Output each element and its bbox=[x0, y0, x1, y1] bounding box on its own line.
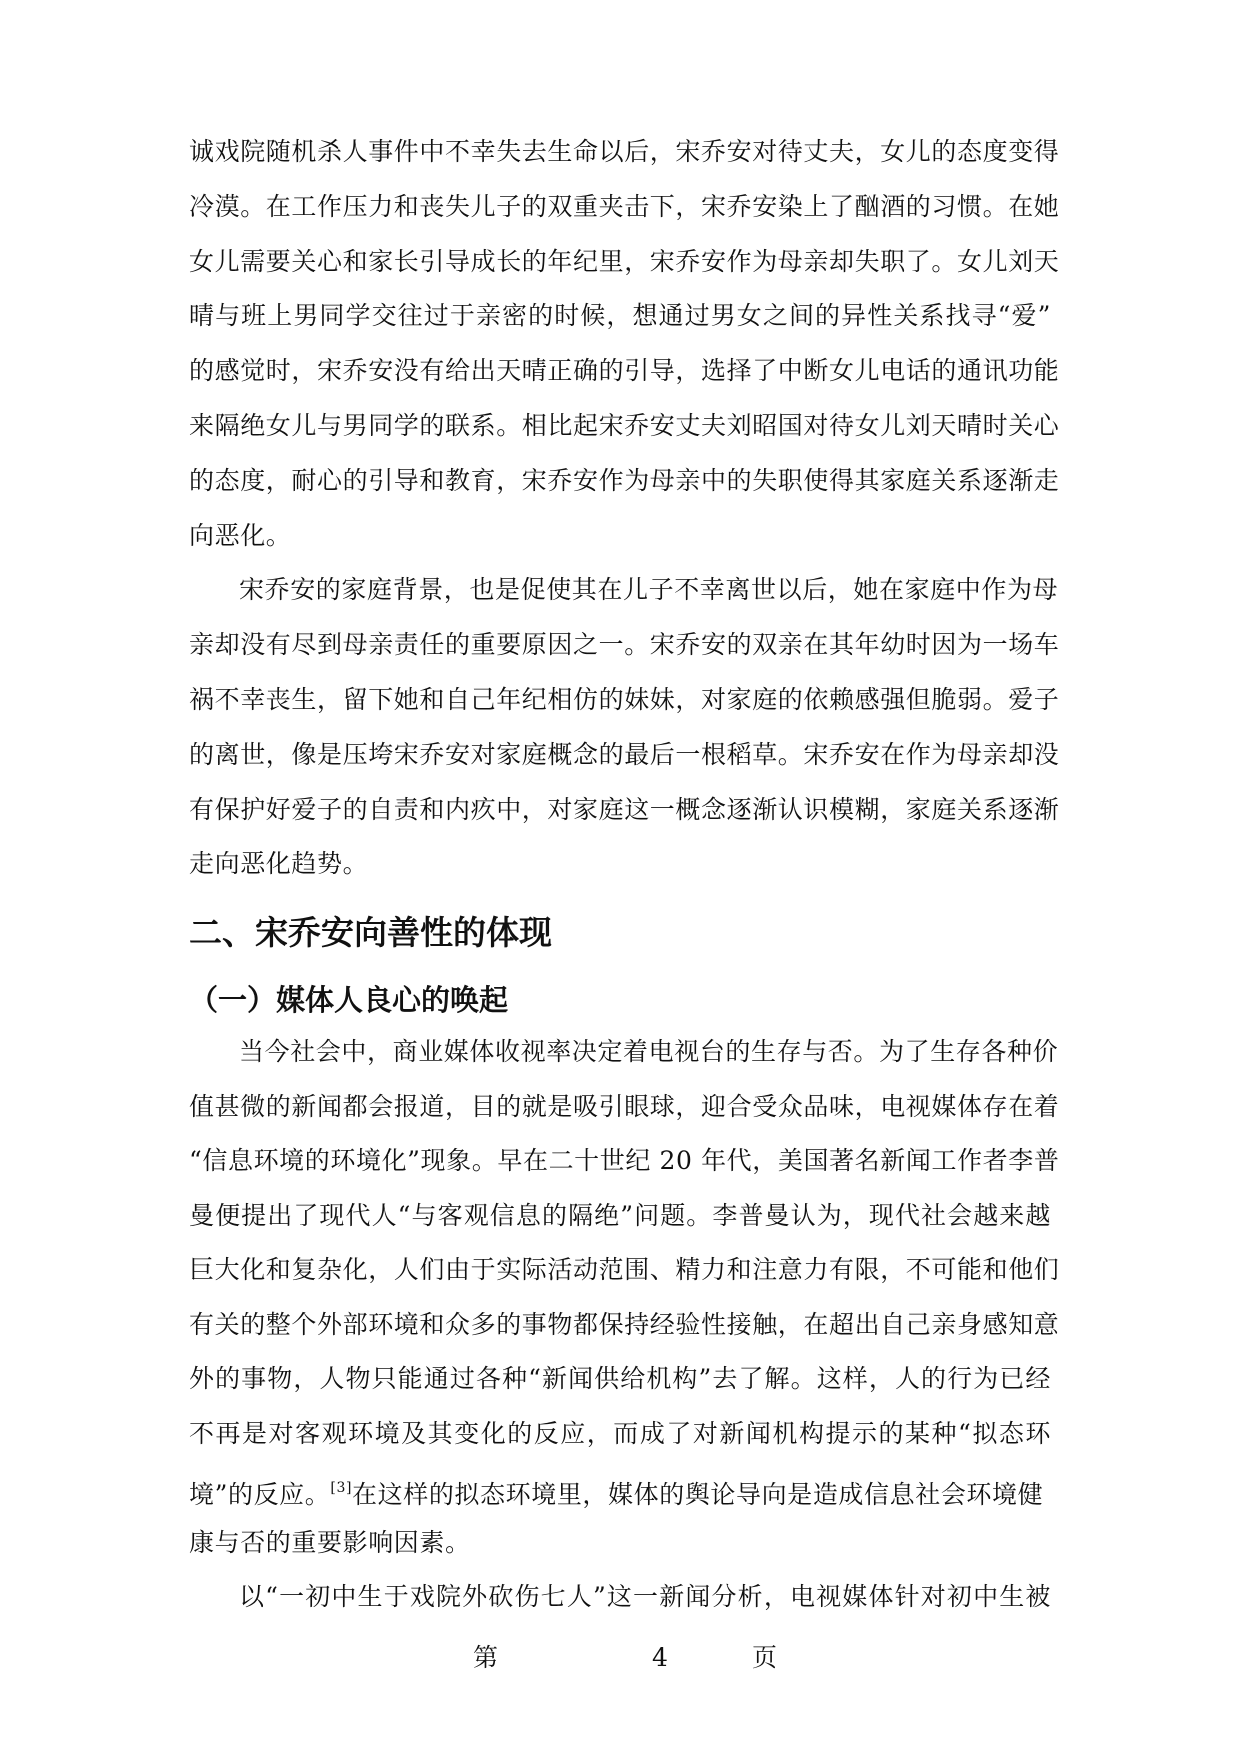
paragraph3-line: 曼便提出了现代人“与客观信息的隔绝”问题。李普曼认为，现代社会越来越 bbox=[189, 1200, 1051, 1230]
footer-page-number: 4 bbox=[652, 1643, 668, 1672]
paragraph1-line: 向恶化。 bbox=[189, 520, 292, 550]
paragraph2-line: 走向恶化趋势。 bbox=[189, 849, 369, 879]
paragraph3-line: 有关的整个外部环境和众多的事物都保持经验性接触，在超出自己亲身感知意 bbox=[189, 1309, 1060, 1339]
citation-reference[interactable]: [3] bbox=[330, 1480, 353, 1496]
paragraph1-line: 的态度，耐心的引导和教育，宋乔安作为母亲中的失职使得其家庭关系逐渐走 bbox=[189, 465, 1060, 495]
paragraph1-line: 来隔绝女儿与男同学的联系。相比起宋乔安丈夫刘昭国对待女儿刘天晴时关心 bbox=[189, 411, 1060, 440]
citation-line-before: 境”的反应。 bbox=[189, 1480, 331, 1509]
citation-line-after: 在这样的拟态环境里，媒体的舆论导向是造成信息社会环境健 bbox=[352, 1480, 1044, 1509]
subsection-heading: （一）媒体人良心的唤起 bbox=[189, 983, 509, 1017]
paragraph3-line: 外的事物，人物只能通过各种“新闻供给机构”去了解。这样，人的行为已经 bbox=[189, 1364, 1051, 1393]
footer-page-label-right: 页 bbox=[752, 1643, 778, 1672]
paragraph3-line: 当今社会中，商业媒体收视率决定着电视台的生存与否。为了生存各种价 bbox=[239, 1037, 1059, 1066]
section-heading: 二、宋乔安向善性的体现 bbox=[189, 913, 552, 952]
footer-page-label-left: 第 bbox=[473, 1643, 499, 1672]
paragraph3-line: 值甚微的新闻都会报道，目的就是吸引眼球，迎合受众品味，电视媒体存在着 bbox=[189, 1091, 1060, 1121]
paragraph2-line: 宋乔安的家庭背景，也是促使其在儿子不幸离世以后，她在家庭中作为母 bbox=[239, 575, 1059, 605]
paragraph3-line: “信息环境的环境化”现象。早在二十世纪 20 年代，美国著名新闻工作者李普 bbox=[189, 1146, 1060, 1175]
paragraph3-line: 巨大化和复杂化，人们由于实际活动范围、精力和注意力有限，不可能和他们 bbox=[189, 1255, 1060, 1284]
paragraph1-line: 女儿需要关心和家长引导成长的年纪里，宋乔安作为母亲却失职了。女儿刘天 bbox=[189, 246, 1060, 276]
paragraph2-line: 亲却没有尽到母亲责任的重要原因之一。宋乔安的双亲在其年幼时因为一场车 bbox=[189, 630, 1060, 660]
paragraph2-line: 祸不幸丧生，留下她和自己年纪相仿的妹妹，对家庭的依赖感强但脆弱。爱子 bbox=[189, 685, 1060, 714]
paragraph1-line: 的感觉时，宋乔安没有给出天晴正确的引导，选择了中断女儿电话的通讯功能 bbox=[189, 356, 1060, 386]
paragraph2-line: 有保护好爱子的自责和内疚中，对家庭这一概念逐渐认识模糊，家庭关系逐渐 bbox=[189, 794, 1060, 824]
paragraph1-line: 晴与班上男同学交往过于亲密的时候，想通过男女之间的异性关系找寻“爱” bbox=[189, 301, 1051, 331]
paragraph3-line bbox=[189, 1466, 1051, 1510]
paragraph4-line: 以“一初中生于戏院外砍伤七人”这一新闻分析，电视媒体针对初中生被 bbox=[239, 1582, 1051, 1611]
paragraph2-line: 的离世，像是压垮宋乔安对家庭概念的最后一根稻草。宋乔安在作为母亲却没 bbox=[189, 739, 1060, 769]
paragraph1-line: 诚戏院随机杀人事件中不幸失去生命以后，宋乔安对待丈夫，女儿的态度变得 bbox=[189, 137, 1060, 166]
paragraph3-line: 不再是对客观环境及其变化的反应，而成了对新闻机构提示的某种“拟态环 bbox=[189, 1418, 1051, 1448]
paragraph1-line: 冷漠。在工作压力和丧失儿子的双重夹击下，宋乔安染上了酗酒的习惯。在她 bbox=[189, 191, 1060, 221]
paragraph3-line: 康与否的重要影响因素。 bbox=[189, 1527, 471, 1557]
